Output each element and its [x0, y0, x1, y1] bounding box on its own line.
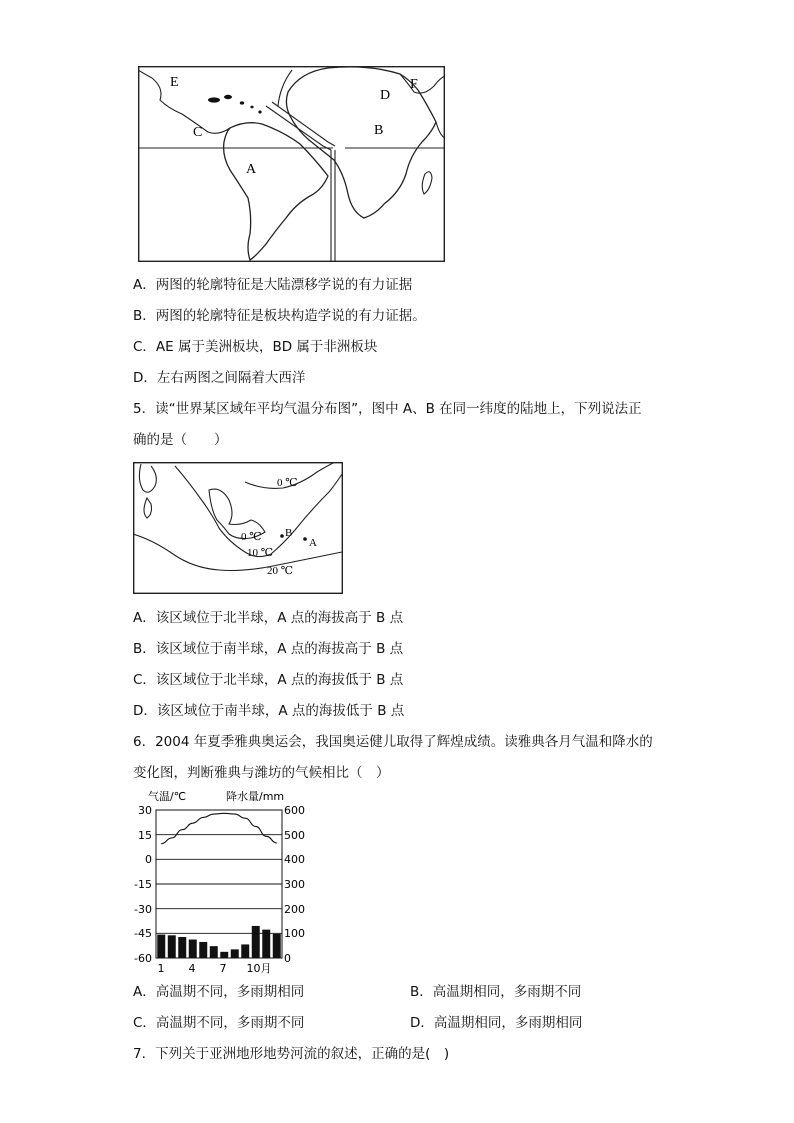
precip-bar-month-5 [199, 942, 207, 958]
isotherm-label-0: 0 ℃ [241, 531, 262, 543]
x-tick-1: 1 [157, 962, 165, 974]
left-tick-neg30: -30 [134, 903, 152, 916]
x-tick-10: 10月 [246, 962, 272, 974]
right-tick-300: 300 [284, 878, 305, 891]
ylabel-temperature: 气温/℃ [148, 790, 187, 803]
map-label-c: C [193, 125, 203, 140]
left-tick-neg45: -45 [134, 927, 152, 940]
right-tick-200: 200 [284, 903, 305, 916]
map-label-a: A [246, 162, 257, 177]
precip-bar-month-1 [157, 935, 165, 958]
q7-stem: 7．下列关于亚洲地形地势河流的叙述，正确的是( ) [133, 1046, 450, 1062]
right-tick-100: 100 [284, 927, 305, 940]
precip-bar-month-8 [231, 949, 239, 958]
x-tick-7: 7 [219, 962, 227, 974]
right-tick-400: 400 [284, 853, 305, 866]
precip-bar-month-4 [189, 940, 197, 959]
q6-option-d[interactable]: D．高温期相同，多雨期相同 [410, 1015, 583, 1031]
temperature-curve [161, 813, 277, 843]
right-tick-500: 500 [284, 829, 305, 842]
precip-bar-month-2 [168, 935, 176, 958]
q4-option-c[interactable]: C．AE 属于美洲板块，BD 属于非洲板块 [133, 339, 378, 355]
q6-option-c[interactable]: C．高温期不同，多雨期不同 [133, 1015, 305, 1031]
isotherm-label-0-top: 0 ℃ [277, 477, 298, 489]
precip-bar-month-12 [273, 934, 281, 958]
precip-bar-month-11 [262, 930, 270, 958]
continent-map-figure [138, 66, 445, 262]
isotherm-label-20: 20 ℃ [267, 565, 294, 577]
q4-option-b[interactable]: B．两图的轮廓特征是板块构造学说的有力证据。 [133, 308, 426, 324]
climate-chart [128, 784, 318, 974]
map-label-d: D [380, 88, 391, 103]
left-tick-neg15: -15 [134, 878, 152, 891]
precip-bar-month-3 [178, 937, 186, 958]
point-label-a: A [309, 537, 317, 549]
point-label-b: B [285, 527, 293, 539]
q5-stem-line2: 确的是（ ） [133, 432, 228, 448]
q5-option-d[interactable]: D．该区域位于南半球，A 点的海拔低于 B 点 [133, 703, 405, 719]
q5-option-c[interactable]: C．该区域位于北半球，A 点的海拔低于 B 点 [133, 672, 404, 688]
q5-stem-line1: 5．读“世界某区域年平均气温分布图”，图中 A、B 在同一纬度的陆地上，下列说法正 [133, 401, 642, 417]
isotherm-map-figure [133, 462, 343, 594]
q4-option-a[interactable]: A．两图的轮廓特征是大陆漂移学说的有力证据 [133, 277, 413, 293]
map-label-e: E [170, 75, 179, 90]
q6-option-a[interactable]: A．高温期不同，多雨期相同 [133, 984, 305, 1000]
left-tick-15: 15 [138, 829, 152, 842]
left-tick-neg60: -60 [134, 952, 152, 965]
q6-option-b[interactable]: B．高温期相同，多雨期不同 [410, 984, 582, 1000]
map-label-f: F [410, 77, 418, 92]
isotherm-label-10: 10 ℃ [247, 547, 274, 559]
left-tick-0: 0 [145, 853, 152, 866]
right-tick-0: 0 [284, 952, 291, 965]
precip-bar-month-6 [210, 946, 218, 958]
precip-bar-month-9 [241, 944, 249, 958]
x-tick-4: 4 [188, 962, 196, 974]
right-tick-600: 600 [284, 804, 305, 817]
precip-bar-month-10 [252, 926, 260, 958]
q5-option-b[interactable]: B．该区域位于南半球，A 点的海拔高于 B 点 [133, 641, 404, 657]
q6-stem-line1: 6．2004 年夏季雅典奥运会，我国奥运健儿取得了辉煌成绩。读雅典各月气温和降水的 [133, 734, 653, 750]
q6-stem-line2: 变化图，判断雅典与潍坊的气候相比（ ） [133, 765, 390, 781]
left-tick-30: 30 [138, 804, 152, 817]
precip-bar-month-7 [220, 952, 228, 958]
map-label-b: B [374, 123, 384, 138]
q4-option-d[interactable]: D．左右两图之间隔着大西洋 [133, 370, 306, 386]
ylabel-precipitation: 降水量/mm [226, 790, 285, 803]
q5-option-a[interactable]: A．该区域位于北半球，A 点的海拔高于 B 点 [133, 610, 404, 626]
